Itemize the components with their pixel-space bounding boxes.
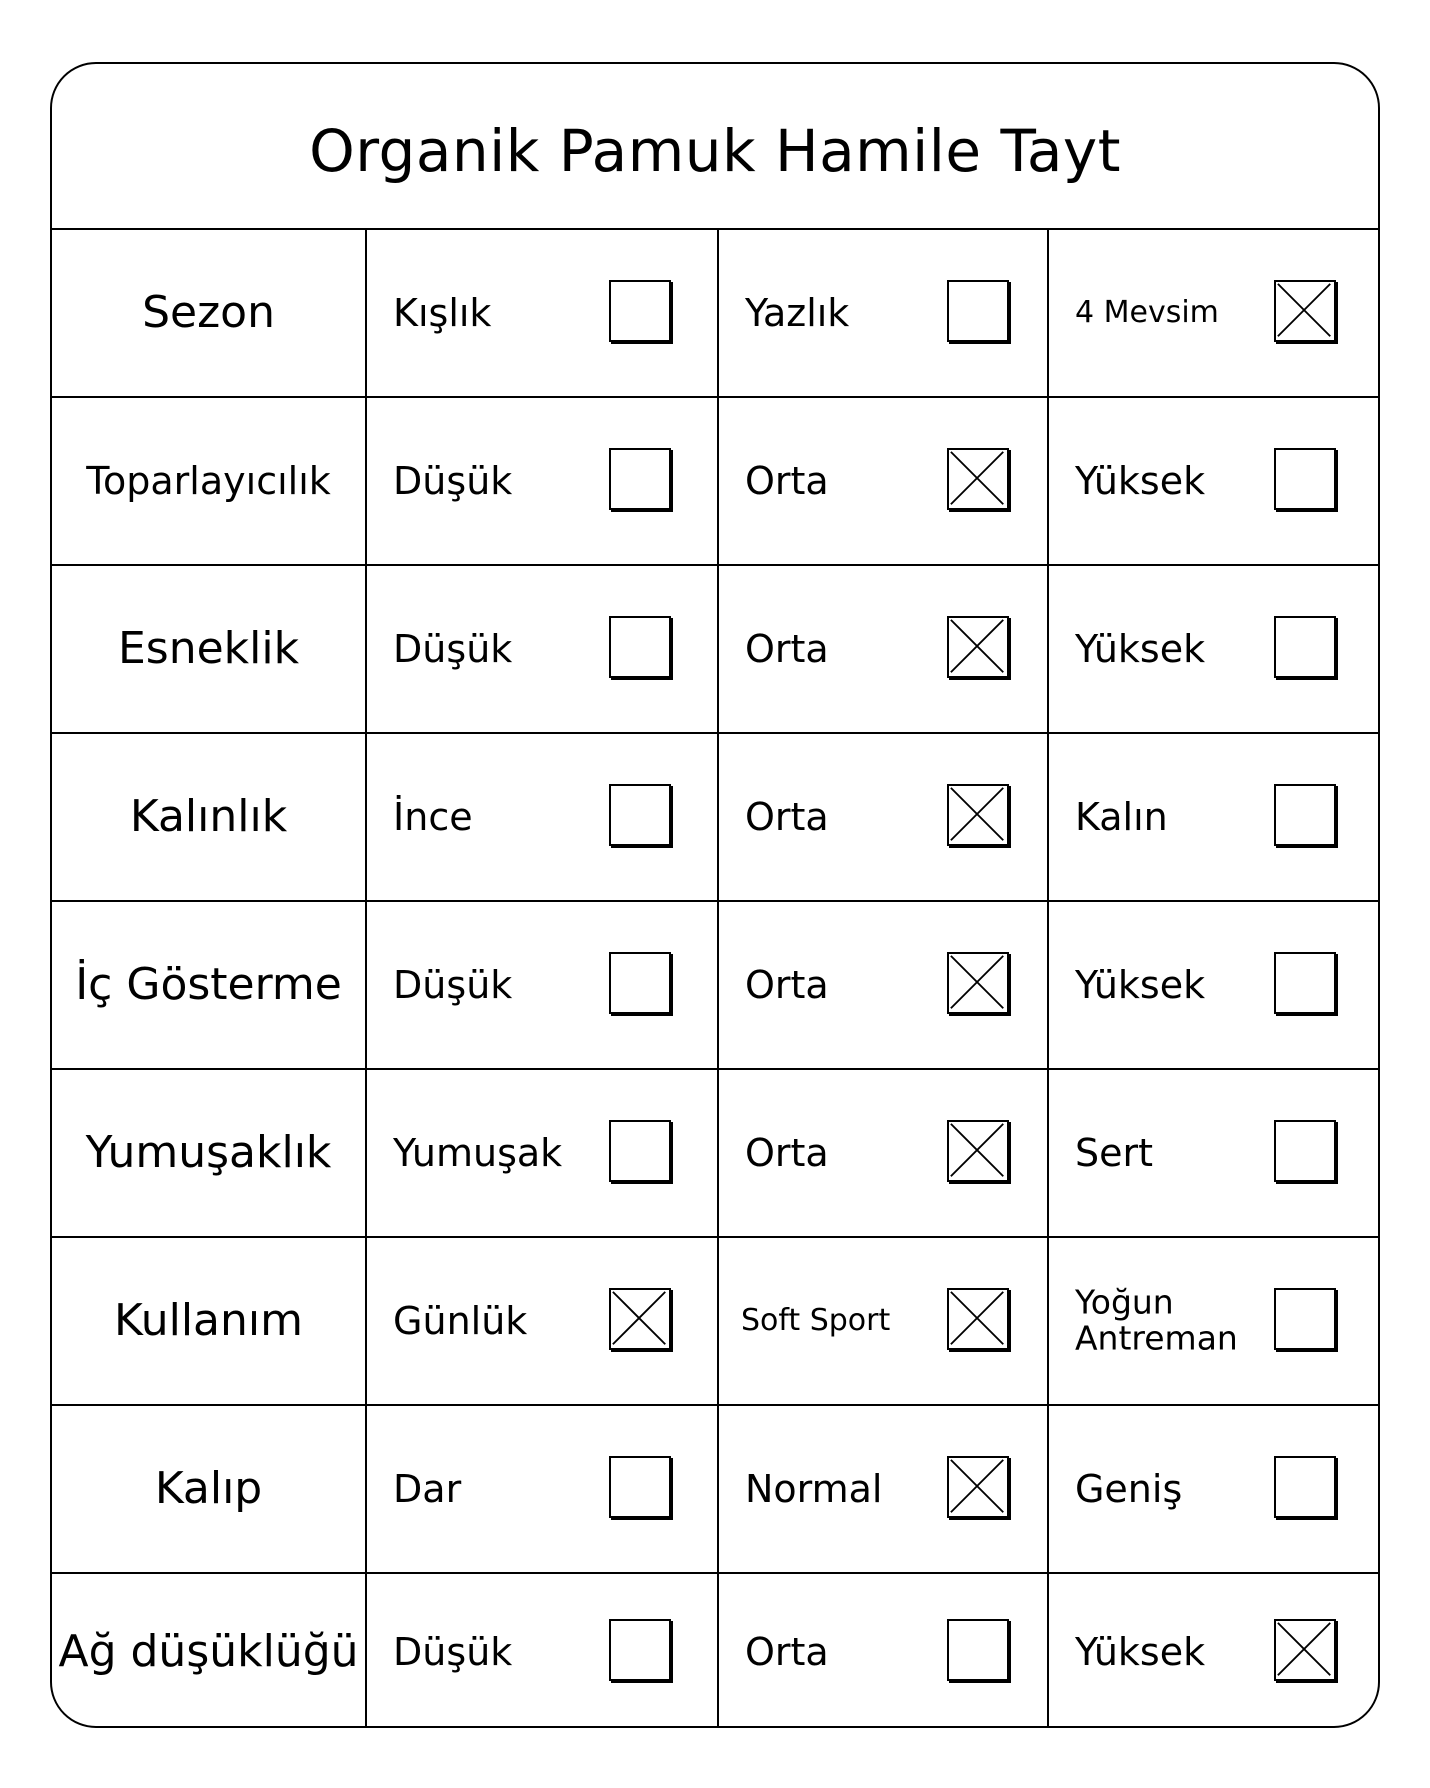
attribute-label: Kalıp [154, 1463, 263, 1514]
checkbox-unchecked[interactable] [947, 1619, 1009, 1681]
option-cell [1049, 902, 1378, 1068]
attribute-label: Kullanım [114, 1295, 303, 1346]
option-cell [1049, 230, 1378, 396]
option-cell [367, 902, 719, 1068]
cross-mark-icon [949, 954, 1007, 1012]
option-cell [367, 1574, 719, 1728]
option-cell [1049, 1070, 1378, 1236]
option-cell [367, 1406, 719, 1572]
option-label: Orta [744, 1131, 829, 1175]
option-label: Düşük [393, 1630, 513, 1674]
option-label: Kalın [1074, 795, 1168, 839]
cross-mark-icon [949, 450, 1007, 508]
option-label: Yumuşak [393, 1131, 563, 1175]
cross-mark-icon [611, 1290, 669, 1348]
option-label: Geniş [1074, 1467, 1183, 1511]
option-cell [719, 734, 1049, 900]
option-label: Normal [744, 1467, 883, 1511]
option-label: Yazlık [744, 291, 850, 335]
option-label: Kışlık [393, 291, 492, 335]
cross-mark-icon [949, 1122, 1007, 1180]
option-label: Orta [744, 459, 829, 503]
attribute-label: Ağ düşüklüğü [58, 1626, 359, 1677]
checkbox-unchecked[interactable] [947, 280, 1009, 342]
attribute-cell [52, 734, 367, 900]
option-cell [719, 230, 1049, 396]
checkbox-unchecked[interactable] [1274, 1120, 1336, 1182]
checkbox-unchecked[interactable] [609, 1456, 671, 1518]
option-cell [719, 398, 1049, 564]
checkbox-unchecked[interactable] [609, 616, 671, 678]
option-label: Yoğun Antreman [1074, 1282, 1238, 1358]
option-cell [719, 1574, 1049, 1728]
table-row [52, 566, 1378, 734]
checkbox-unchecked[interactable] [609, 448, 671, 510]
attribute-cell [52, 1574, 367, 1728]
option-label: Orta [744, 963, 829, 1007]
option-label: Düşük [393, 963, 513, 1007]
attribute-cell [52, 902, 367, 1068]
checkbox-unchecked[interactable] [609, 784, 671, 846]
option-label: Düşük [393, 459, 513, 503]
checkbox-checked[interactable] [947, 448, 1009, 510]
attribute-cell [52, 1238, 367, 1404]
cross-mark-icon [949, 618, 1007, 676]
option-label: İnce [393, 795, 473, 839]
option-cell [367, 566, 719, 732]
option-label: Soft Sport [740, 1303, 891, 1338]
option-cell [1049, 734, 1378, 900]
title-bar [52, 64, 1378, 230]
cross-mark-icon [1276, 282, 1334, 340]
attribute-cell [52, 398, 367, 564]
option-label: Günlük [393, 1299, 528, 1343]
option-cell [719, 1238, 1049, 1404]
option-cell [367, 1070, 719, 1236]
option-cell [367, 398, 719, 564]
table-row [52, 1070, 1378, 1238]
option-cell [1049, 1574, 1378, 1728]
cross-mark-icon [949, 1290, 1007, 1348]
option-label: Yüksek [1074, 459, 1206, 503]
cross-mark-icon [1276, 1621, 1334, 1679]
option-cell [367, 734, 719, 900]
attribute-label: İç Gösterme [75, 959, 342, 1010]
checkbox-unchecked[interactable] [609, 952, 671, 1014]
checkbox-unchecked[interactable] [1274, 784, 1336, 846]
checkbox-checked[interactable] [1274, 280, 1336, 342]
option-label: Orta [744, 795, 829, 839]
table-row [52, 902, 1378, 1070]
table-row [52, 1406, 1378, 1574]
spec-table [52, 230, 1378, 1728]
option-label: Dar [393, 1467, 462, 1511]
checkbox-checked[interactable] [947, 1120, 1009, 1182]
table-row [52, 398, 1378, 566]
option-label: Yüksek [1074, 1630, 1206, 1674]
checkbox-checked[interactable] [947, 784, 1009, 846]
checkbox-unchecked[interactable] [1274, 616, 1336, 678]
attribute-label: Sezon [142, 287, 275, 338]
option-cell [1049, 566, 1378, 732]
checkbox-checked[interactable] [947, 1288, 1009, 1350]
attribute-cell [52, 230, 367, 396]
option-label: Orta [744, 627, 829, 671]
checkbox-checked[interactable] [947, 616, 1009, 678]
option-cell [367, 230, 719, 396]
cross-mark-icon [949, 786, 1007, 844]
checkbox-unchecked[interactable] [609, 1619, 671, 1681]
option-label: Düşük [393, 627, 513, 671]
table-row [52, 734, 1378, 902]
option-label: 4 Mevsim [1074, 295, 1219, 330]
option-label: Yüksek [1074, 963, 1206, 1007]
option-cell [1049, 1406, 1378, 1572]
checkbox-unchecked[interactable] [609, 1120, 671, 1182]
attribute-cell [52, 1070, 367, 1236]
checkbox-unchecked[interactable] [1274, 448, 1336, 510]
attribute-label: Kalınlık [129, 791, 288, 842]
attribute-label: Yumuşaklık [85, 1127, 332, 1178]
attribute-label: Toparlayıcılık [86, 459, 331, 503]
checkbox-unchecked[interactable] [1274, 1456, 1336, 1518]
checkbox-unchecked[interactable] [1274, 952, 1336, 1014]
attribute-cell [52, 566, 367, 732]
checkbox-checked[interactable] [947, 1456, 1009, 1518]
option-cell [719, 902, 1049, 1068]
attribute-label: Esneklik [117, 623, 300, 674]
table-row [52, 1574, 1378, 1728]
checkbox-checked[interactable] [1274, 1619, 1336, 1681]
spec-card [50, 62, 1380, 1728]
page-title: Organik Pamuk Hamile Tayt [309, 117, 1121, 185]
option-cell [719, 1406, 1049, 1572]
option-label: Yüksek [1074, 627, 1206, 671]
attribute-cell [52, 1406, 367, 1572]
option-cell [719, 566, 1049, 732]
table-row [52, 230, 1378, 398]
checkbox-unchecked[interactable] [1274, 1288, 1336, 1350]
option-label: Sert [1074, 1131, 1154, 1175]
option-cell [367, 1238, 719, 1404]
checkbox-checked[interactable] [609, 1288, 671, 1350]
table-row [52, 1238, 1378, 1406]
checkbox-unchecked[interactable] [609, 280, 671, 342]
option-cell [1049, 398, 1378, 564]
option-label: Orta [744, 1630, 829, 1674]
cross-mark-icon [949, 1458, 1007, 1516]
checkbox-checked[interactable] [947, 952, 1009, 1014]
option-cell [1049, 1238, 1378, 1404]
option-cell [719, 1070, 1049, 1236]
